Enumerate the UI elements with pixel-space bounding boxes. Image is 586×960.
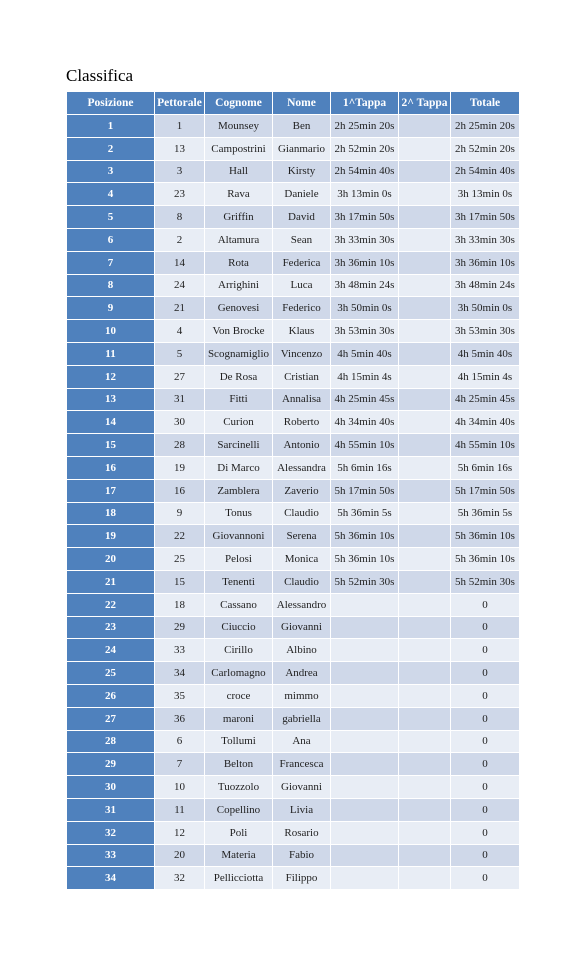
cell-name: Federico [273, 297, 330, 319]
table-row [67, 411, 519, 433]
cell-stage1 [331, 708, 398, 730]
cell-name: Rosario [273, 822, 330, 844]
cell-stage1: 5h 52min 30s [331, 571, 398, 593]
cell-position: 33 [67, 845, 154, 867]
cell-total: 3h 17min 50s [451, 206, 519, 228]
cell-surname: Di Marco [205, 457, 272, 479]
cell-name: Monica [273, 548, 330, 570]
cell-name: mimmo [273, 685, 330, 707]
cell-surname: Carlomagno [205, 662, 272, 684]
cell-stage2 [399, 161, 450, 183]
cell-total: 3h 33min 30s [451, 229, 519, 251]
cell-surname: Cirillo [205, 639, 272, 661]
cell-surname: Griffin [205, 206, 272, 228]
table-row [67, 275, 519, 297]
cell-total: 0 [451, 708, 519, 730]
cell-stage1: 3h 50min 0s [331, 297, 398, 319]
header-stage2: 2^ Tappa [399, 92, 450, 114]
cell-total: 4h 55min 10s [451, 434, 519, 456]
table-row [67, 548, 519, 570]
cell-total: 2h 52min 20s [451, 138, 519, 160]
table-row [67, 457, 519, 479]
cell-stage2 [399, 503, 450, 525]
cell-bib: 15 [155, 571, 204, 593]
cell-stage1 [331, 799, 398, 821]
table-row [67, 708, 519, 730]
table-header-row [67, 92, 519, 114]
cell-position: 22 [67, 594, 154, 616]
table-row [67, 206, 519, 228]
cell-position: 27 [67, 708, 154, 730]
cell-bib: 11 [155, 799, 204, 821]
cell-bib: 3 [155, 161, 204, 183]
cell-bib: 8 [155, 206, 204, 228]
cell-bib: 12 [155, 822, 204, 844]
cell-bib: 31 [155, 389, 204, 411]
cell-surname: Tenenti [205, 571, 272, 593]
cell-surname: croce [205, 685, 272, 707]
cell-total: 4h 5min 40s [451, 343, 519, 365]
cell-bib: 33 [155, 639, 204, 661]
cell-stage2 [399, 411, 450, 433]
table-row [67, 229, 519, 251]
cell-total: 5h 36min 10s [451, 548, 519, 570]
cell-position: 25 [67, 662, 154, 684]
cell-stage1: 4h 34min 40s [331, 411, 398, 433]
cell-name: Serena [273, 525, 330, 547]
cell-position: 31 [67, 799, 154, 821]
cell-bib: 18 [155, 594, 204, 616]
cell-surname: Altamura [205, 229, 272, 251]
table-row [67, 639, 519, 661]
cell-surname: Genovesi [205, 297, 272, 319]
cell-total: 5h 6min 16s [451, 457, 519, 479]
cell-stage1 [331, 867, 398, 889]
table-row [67, 183, 519, 205]
header-total: Totale [451, 92, 519, 114]
cell-total: 0 [451, 776, 519, 798]
cell-stage1 [331, 845, 398, 867]
cell-stage2 [399, 115, 450, 137]
cell-total: 0 [451, 662, 519, 684]
cell-stage2 [399, 867, 450, 889]
cell-surname: maroni [205, 708, 272, 730]
cell-bib: 1 [155, 115, 204, 137]
cell-total: 0 [451, 845, 519, 867]
cell-total: 0 [451, 617, 519, 639]
cell-stage2 [399, 183, 450, 205]
cell-stage2 [399, 662, 450, 684]
cell-name: Daniele [273, 183, 330, 205]
cell-bib: 14 [155, 252, 204, 274]
cell-surname: Campostrini [205, 138, 272, 160]
cell-name: Ana [273, 731, 330, 753]
cell-total: 2h 54min 40s [451, 161, 519, 183]
cell-stage2 [399, 252, 450, 274]
cell-total: 3h 50min 0s [451, 297, 519, 319]
cell-position: 3 [67, 161, 154, 183]
table-row [67, 617, 519, 639]
cell-position: 16 [67, 457, 154, 479]
cell-stage2 [399, 617, 450, 639]
cell-total: 0 [451, 594, 519, 616]
cell-total: 3h 36min 10s [451, 252, 519, 274]
cell-stage2 [399, 366, 450, 388]
cell-name: Claudio [273, 571, 330, 593]
table-row [67, 366, 519, 388]
cell-bib: 28 [155, 434, 204, 456]
cell-stage2 [399, 138, 450, 160]
cell-stage2 [399, 206, 450, 228]
cell-total: 0 [451, 753, 519, 775]
cell-total: 5h 36min 5s [451, 503, 519, 525]
cell-surname: Cassano [205, 594, 272, 616]
cell-position: 10 [67, 320, 154, 342]
table-body [67, 115, 519, 889]
cell-total: 5h 36min 10s [451, 525, 519, 547]
cell-bib: 29 [155, 617, 204, 639]
cell-position: 18 [67, 503, 154, 525]
cell-name: Filippo [273, 867, 330, 889]
cell-stage2 [399, 229, 450, 251]
cell-name: Livia [273, 799, 330, 821]
cell-position: 24 [67, 639, 154, 661]
cell-position: 1 [67, 115, 154, 137]
cell-surname: Tuozzolo [205, 776, 272, 798]
cell-name: Andrea [273, 662, 330, 684]
table-row [67, 115, 519, 137]
cell-stage1 [331, 753, 398, 775]
cell-position: 23 [67, 617, 154, 639]
cell-position: 30 [67, 776, 154, 798]
cell-surname: Poli [205, 822, 272, 844]
cell-bib: 13 [155, 138, 204, 160]
cell-surname: De Rosa [205, 366, 272, 388]
cell-position: 11 [67, 343, 154, 365]
cell-position: 2 [67, 138, 154, 160]
table-row [67, 685, 519, 707]
cell-stage2 [399, 525, 450, 547]
cell-name: Claudio [273, 503, 330, 525]
cell-total: 3h 13min 0s [451, 183, 519, 205]
table-row [67, 753, 519, 775]
table-row [67, 822, 519, 844]
table-row [67, 525, 519, 547]
cell-stage1: 4h 5min 40s [331, 343, 398, 365]
cell-stage1 [331, 685, 398, 707]
cell-surname: Von Brocke [205, 320, 272, 342]
table-row [67, 297, 519, 319]
header-position: Posizione [67, 92, 154, 114]
cell-surname: Mounsey [205, 115, 272, 137]
cell-stage1: 3h 36min 10s [331, 252, 398, 274]
header-bib: Pettorale [155, 92, 204, 114]
cell-bib: 6 [155, 731, 204, 753]
cell-bib: 34 [155, 662, 204, 684]
cell-stage1: 5h 17min 50s [331, 480, 398, 502]
cell-total: 0 [451, 639, 519, 661]
cell-stage2 [399, 571, 450, 593]
page-title: Classifica [66, 66, 134, 85]
cell-surname: Belton [205, 753, 272, 775]
cell-total: 4h 25min 45s [451, 389, 519, 411]
cell-name: gabriella [273, 708, 330, 730]
cell-stage1: 5h 36min 10s [331, 548, 398, 570]
cell-stage2 [399, 708, 450, 730]
table-row [67, 320, 519, 342]
cell-name: Annalisa [273, 389, 330, 411]
cell-bib: 21 [155, 297, 204, 319]
table-row [67, 731, 519, 753]
cell-surname: Hall [205, 161, 272, 183]
cell-name: Cristian [273, 366, 330, 388]
cell-name: Zaverio [273, 480, 330, 502]
cell-position: 7 [67, 252, 154, 274]
cell-stage1 [331, 822, 398, 844]
cell-total: 2h 25min 20s [451, 115, 519, 137]
cell-total: 5h 52min 30s [451, 571, 519, 593]
table-row [67, 480, 519, 502]
cell-name: Gianmario [273, 138, 330, 160]
cell-stage1: 2h 52min 20s [331, 138, 398, 160]
cell-position: 4 [67, 183, 154, 205]
cell-stage1: 3h 17min 50s [331, 206, 398, 228]
cell-surname: Fitti [205, 389, 272, 411]
cell-total: 0 [451, 822, 519, 844]
cell-bib: 36 [155, 708, 204, 730]
cell-stage2 [399, 685, 450, 707]
cell-name: Federica [273, 252, 330, 274]
cell-position: 26 [67, 685, 154, 707]
cell-bib: 16 [155, 480, 204, 502]
cell-surname: Scognamiglio [205, 343, 272, 365]
cell-surname: Arrighini [205, 275, 272, 297]
cell-position: 8 [67, 275, 154, 297]
cell-surname: Pellicciotta [205, 867, 272, 889]
cell-surname: Rava [205, 183, 272, 205]
cell-position: 32 [67, 822, 154, 844]
cell-total: 0 [451, 799, 519, 821]
cell-total: 4h 15min 4s [451, 366, 519, 388]
header-surname: Cognome [205, 92, 272, 114]
cell-name: Vincenzo [273, 343, 330, 365]
cell-position: 9 [67, 297, 154, 319]
table-row [67, 776, 519, 798]
cell-bib: 35 [155, 685, 204, 707]
table-row [67, 662, 519, 684]
cell-bib: 27 [155, 366, 204, 388]
cell-name: Kirsty [273, 161, 330, 183]
cell-stage2 [399, 776, 450, 798]
cell-stage1: 5h 36min 5s [331, 503, 398, 525]
cell-stage2 [399, 275, 450, 297]
cell-stage1 [331, 776, 398, 798]
cell-stage1: 4h 15min 4s [331, 366, 398, 388]
cell-name: Giovanni [273, 776, 330, 798]
cell-stage2 [399, 457, 450, 479]
cell-stage2 [399, 753, 450, 775]
table-row [67, 434, 519, 456]
table-row [67, 867, 519, 889]
cell-surname: Tollumi [205, 731, 272, 753]
cell-position: 21 [67, 571, 154, 593]
table-row [67, 343, 519, 365]
cell-stage2 [399, 845, 450, 867]
cell-stage1: 4h 55min 10s [331, 434, 398, 456]
cell-position: 34 [67, 867, 154, 889]
cell-name: Fabio [273, 845, 330, 867]
cell-bib: 5 [155, 343, 204, 365]
cell-position: 29 [67, 753, 154, 775]
cell-stage1: 5h 36min 10s [331, 525, 398, 547]
cell-stage1: 3h 13min 0s [331, 183, 398, 205]
cell-bib: 24 [155, 275, 204, 297]
cell-name: David [273, 206, 330, 228]
cell-bib: 10 [155, 776, 204, 798]
cell-stage2 [399, 297, 450, 319]
cell-total: 4h 34min 40s [451, 411, 519, 433]
cell-stage2 [399, 480, 450, 502]
cell-position: 6 [67, 229, 154, 251]
cell-bib: 9 [155, 503, 204, 525]
cell-bib: 22 [155, 525, 204, 547]
header-stage1: 1^Tappa [331, 92, 398, 114]
cell-name: Alessandra [273, 457, 330, 479]
cell-name: Francesca [273, 753, 330, 775]
cell-name: Sean [273, 229, 330, 251]
cell-name: Ben [273, 115, 330, 137]
table-row [67, 138, 519, 160]
cell-bib: 30 [155, 411, 204, 433]
cell-surname: Rota [205, 252, 272, 274]
cell-name: Luca [273, 275, 330, 297]
cell-surname: Giovannoni [205, 525, 272, 547]
cell-bib: 4 [155, 320, 204, 342]
cell-total: 0 [451, 685, 519, 707]
cell-position: 13 [67, 389, 154, 411]
cell-surname: Sarcinelli [205, 434, 272, 456]
cell-position: 15 [67, 434, 154, 456]
cell-stage1 [331, 662, 398, 684]
cell-bib: 23 [155, 183, 204, 205]
cell-surname: Tonus [205, 503, 272, 525]
cell-bib: 32 [155, 867, 204, 889]
cell-position: 20 [67, 548, 154, 570]
cell-stage1: 5h 6min 16s [331, 457, 398, 479]
cell-surname: Curion [205, 411, 272, 433]
cell-name: Albino [273, 639, 330, 661]
cell-surname: Pelosi [205, 548, 272, 570]
cell-bib: 20 [155, 845, 204, 867]
cell-stage2 [399, 343, 450, 365]
cell-stage1: 4h 25min 45s [331, 389, 398, 411]
header-name: Nome [273, 92, 330, 114]
cell-bib: 2 [155, 229, 204, 251]
cell-position: 19 [67, 525, 154, 547]
cell-name: Antonio [273, 434, 330, 456]
table-row [67, 594, 519, 616]
cell-position: 12 [67, 366, 154, 388]
cell-stage2 [399, 639, 450, 661]
cell-name: Klaus [273, 320, 330, 342]
cell-stage2 [399, 822, 450, 844]
cell-stage2 [399, 389, 450, 411]
cell-stage1 [331, 594, 398, 616]
table-row [67, 389, 519, 411]
cell-total: 0 [451, 867, 519, 889]
cell-position: 28 [67, 731, 154, 753]
cell-position: 5 [67, 206, 154, 228]
cell-name: Giovanni [273, 617, 330, 639]
cell-total: 3h 48min 24s [451, 275, 519, 297]
cell-surname: Materia [205, 845, 272, 867]
cell-stage2 [399, 731, 450, 753]
cell-stage1 [331, 617, 398, 639]
cell-surname: Ciuccio [205, 617, 272, 639]
standings-table [66, 91, 520, 890]
cell-total: 5h 17min 50s [451, 480, 519, 502]
cell-name: Alessandro [273, 594, 330, 616]
cell-total: 0 [451, 731, 519, 753]
cell-bib: 7 [155, 753, 204, 775]
cell-surname: Zamblera [205, 480, 272, 502]
table-row [67, 252, 519, 274]
cell-stage1: 3h 33min 30s [331, 229, 398, 251]
cell-stage1: 3h 48min 24s [331, 275, 398, 297]
cell-stage1: 2h 54min 40s [331, 161, 398, 183]
cell-stage1 [331, 731, 398, 753]
cell-stage2 [399, 799, 450, 821]
cell-stage2 [399, 548, 450, 570]
cell-stage1 [331, 639, 398, 661]
cell-bib: 25 [155, 548, 204, 570]
cell-position: 17 [67, 480, 154, 502]
table-row [67, 571, 519, 593]
table-row [67, 161, 519, 183]
cell-stage2 [399, 434, 450, 456]
cell-stage1: 3h 53min 30s [331, 320, 398, 342]
cell-position: 14 [67, 411, 154, 433]
table-row [67, 503, 519, 525]
cell-total: 3h 53min 30s [451, 320, 519, 342]
cell-name: Roberto [273, 411, 330, 433]
table-row [67, 799, 519, 821]
cell-surname: Copellino [205, 799, 272, 821]
cell-bib: 19 [155, 457, 204, 479]
cell-stage2 [399, 594, 450, 616]
cell-stage1: 2h 25min 20s [331, 115, 398, 137]
cell-stage2 [399, 320, 450, 342]
table-row [67, 845, 519, 867]
